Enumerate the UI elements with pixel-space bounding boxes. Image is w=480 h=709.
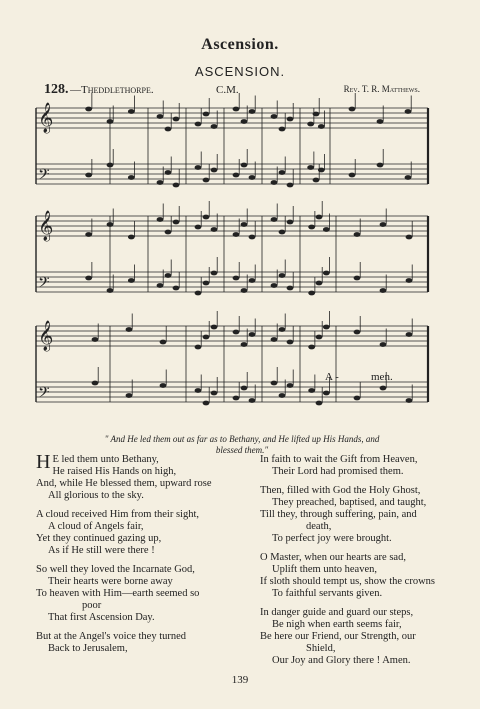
notehead	[241, 288, 248, 293]
notehead	[203, 215, 210, 220]
verses-right-column	[260, 454, 438, 674]
notehead	[406, 398, 413, 403]
notehead	[318, 124, 325, 129]
notehead	[380, 342, 387, 347]
stanza	[36, 451, 254, 502]
treble-clef-icon: 𝄞	[38, 103, 54, 133]
notehead	[107, 222, 114, 227]
notehead	[195, 345, 202, 350]
verse-line: As if He still were there !	[48, 545, 155, 556]
notehead	[107, 163, 114, 168]
verse-line: To faithful servants given.	[272, 588, 383, 599]
notehead	[233, 107, 240, 112]
verse-line: Back to Jerusalem,	[48, 643, 128, 654]
notehead	[249, 278, 256, 283]
scripture-quote	[56, 434, 428, 456]
verse-line: To heaven with Him—earth seemed so	[36, 588, 200, 599]
treble-clef-icon: 𝄞	[38, 321, 54, 351]
stanza	[260, 485, 438, 545]
notehead	[380, 222, 387, 227]
notehead	[316, 215, 323, 220]
notehead	[279, 393, 286, 398]
verse-line: They preached, baptised, and taught,	[272, 497, 427, 508]
notehead	[349, 107, 356, 112]
notehead	[128, 278, 135, 283]
notehead	[173, 286, 180, 291]
verse-line: Yet they continued gazing up,	[36, 533, 162, 544]
hymn-heading: ASCENSION.	[194, 64, 286, 79]
notehead	[318, 168, 325, 173]
section-title: Ascension.	[201, 36, 279, 53]
drop-cap: H	[36, 451, 51, 473]
amen-syllable-b: men.	[371, 371, 393, 383]
verse-line: Till they, through suffering, pain, and	[260, 509, 417, 520]
notehead	[349, 173, 356, 178]
notehead	[211, 227, 218, 232]
notehead	[195, 388, 202, 393]
notehead	[126, 327, 133, 332]
notehead	[249, 398, 256, 403]
notehead	[173, 183, 180, 188]
verse-line: E led them unto Bethany,	[52, 454, 159, 465]
notehead	[157, 114, 164, 119]
meter: C.M.	[216, 84, 239, 96]
verse-line: So well they loved the Incarnate God,	[36, 564, 195, 575]
bass-clef-icon: 𝄢	[38, 274, 50, 295]
notehead	[211, 271, 218, 276]
verse-line: poor	[82, 600, 102, 611]
notehead	[157, 217, 164, 222]
notehead	[380, 288, 387, 293]
verse-line: And, while He blessed them, upward rose	[36, 478, 212, 489]
notehead	[323, 227, 330, 232]
notehead	[308, 388, 315, 393]
notehead	[203, 281, 210, 286]
notehead	[287, 340, 294, 345]
amen-lyric	[319, 371, 419, 385]
notehead	[323, 391, 330, 396]
notehead	[107, 119, 114, 124]
notehead	[241, 119, 248, 124]
notehead	[203, 401, 210, 406]
notehead	[323, 325, 330, 330]
notehead	[160, 340, 167, 345]
notehead	[287, 117, 294, 122]
notehead	[354, 276, 361, 281]
verse-line: If sloth should tempt us, show the crowns	[260, 576, 435, 587]
notehead	[85, 276, 92, 281]
notehead	[211, 391, 218, 396]
verse-line: O Master, when our hearts are sad,	[260, 552, 406, 563]
notehead	[271, 114, 278, 119]
treble-clef-icon: 𝄞	[38, 211, 54, 241]
verse-line: In faith to wait the Gift from Heaven,	[260, 454, 418, 465]
notehead	[203, 112, 210, 117]
notehead	[271, 337, 278, 342]
notehead	[203, 178, 210, 183]
notehead	[128, 175, 135, 180]
verse-line: Our Joy and Glory there ! Amen.	[272, 655, 411, 666]
notehead	[271, 283, 278, 288]
verse-line: Then, filled with God the Holy Ghost,	[260, 485, 421, 496]
notehead	[233, 330, 240, 335]
notehead	[405, 109, 412, 114]
stanza	[260, 454, 438, 478]
notehead	[354, 330, 361, 335]
notehead	[128, 235, 135, 240]
notehead	[241, 342, 248, 347]
notehead	[271, 180, 278, 185]
verse-line: Shield,	[306, 643, 336, 654]
notehead	[126, 393, 133, 398]
bass-clef-icon: 𝄢	[38, 166, 50, 187]
verse-line: A cloud received Him from their sight,	[36, 509, 200, 520]
notehead	[173, 220, 180, 225]
notehead	[165, 127, 172, 132]
notehead	[279, 327, 286, 332]
notehead	[307, 122, 314, 127]
notehead	[195, 225, 202, 230]
notehead	[157, 180, 164, 185]
tune-name: —Theddlethorpe.	[70, 84, 154, 96]
notehead	[233, 232, 240, 237]
notehead	[406, 235, 413, 240]
notehead	[85, 173, 92, 178]
notehead	[271, 217, 278, 222]
notehead	[92, 337, 99, 342]
notehead	[249, 235, 256, 240]
notehead	[173, 117, 180, 122]
notehead	[211, 325, 218, 330]
page-number: 139	[231, 674, 249, 686]
stanza	[36, 631, 254, 655]
notehead	[249, 175, 256, 180]
notehead	[279, 127, 286, 132]
verse-line: He raised His Hands on high,	[52, 466, 177, 477]
notehead	[195, 122, 202, 127]
notehead	[195, 165, 202, 170]
notehead	[203, 335, 210, 340]
notehead	[107, 288, 114, 293]
notehead	[287, 383, 294, 388]
notehead	[313, 112, 320, 117]
notehead	[271, 381, 278, 386]
scripture-line: " And He led them out as far as to Bethany, and He lifted up His Hands, and	[104, 434, 380, 444]
notehead	[308, 345, 315, 350]
stanza	[36, 564, 254, 624]
stanza	[36, 509, 254, 557]
verse-line: Be here our Friend, our Strength, our	[260, 631, 416, 642]
notehead	[354, 232, 361, 237]
notehead	[279, 170, 286, 175]
verse-line: Uplift them unto heaven,	[272, 564, 377, 575]
verse-line: A cloud of Angels fair,	[48, 521, 144, 532]
notehead	[233, 276, 240, 281]
verse-line: That first Ascension Day.	[48, 612, 155, 623]
notehead	[157, 283, 164, 288]
verse-line: All glorious to the sky.	[48, 490, 144, 501]
notehead	[211, 168, 218, 173]
notehead	[287, 183, 294, 188]
notehead	[165, 230, 172, 235]
scripture-line: blessed them."	[215, 445, 269, 455]
notehead	[211, 124, 218, 129]
notehead	[405, 175, 412, 180]
notehead	[279, 230, 286, 235]
stanza	[260, 552, 438, 600]
notehead	[92, 381, 99, 386]
notehead	[249, 109, 256, 114]
notehead	[241, 163, 248, 168]
notehead	[287, 220, 294, 225]
composer: Rev. T. R. Matthews.	[343, 84, 420, 94]
notehead	[241, 386, 248, 391]
notehead	[316, 401, 323, 406]
notehead	[195, 291, 202, 296]
notehead	[308, 225, 315, 230]
notehead	[85, 107, 92, 112]
notehead	[316, 335, 323, 340]
notehead	[308, 291, 315, 296]
verse-line: death,	[306, 521, 332, 532]
stanza	[260, 607, 438, 667]
notehead	[279, 273, 286, 278]
notehead	[233, 173, 240, 178]
notehead	[165, 273, 172, 278]
hymn-number: 128.	[44, 82, 69, 97]
notehead	[85, 232, 92, 237]
notehead	[323, 271, 330, 276]
verse-line: Their hearts were borne away	[48, 576, 173, 587]
verse-line: To perfect joy were brought.	[272, 533, 392, 544]
notehead	[406, 278, 413, 283]
verse-line: Their Lord had promised them.	[272, 466, 404, 477]
notehead	[287, 286, 294, 291]
verse-line: But at the Angel's voice they turned	[36, 631, 187, 642]
notehead	[380, 386, 387, 391]
verse-line: In danger guide and guard our steps,	[260, 607, 414, 618]
verse-line: Be nigh when earth seems fair,	[272, 619, 402, 630]
notehead	[128, 109, 135, 114]
verses-left-column	[36, 451, 254, 662]
notehead	[160, 383, 167, 388]
notehead	[249, 332, 256, 337]
notehead	[233, 396, 240, 401]
amen-syllable-a: A -	[325, 371, 339, 383]
notehead	[377, 163, 384, 168]
bass-clef-icon: 𝄢	[38, 384, 50, 405]
notehead	[165, 170, 172, 175]
notehead	[241, 222, 248, 227]
notehead	[377, 119, 384, 124]
notehead	[354, 396, 361, 401]
notehead	[316, 281, 323, 286]
notehead	[406, 332, 413, 337]
notehead	[313, 178, 320, 183]
notehead	[307, 165, 314, 170]
